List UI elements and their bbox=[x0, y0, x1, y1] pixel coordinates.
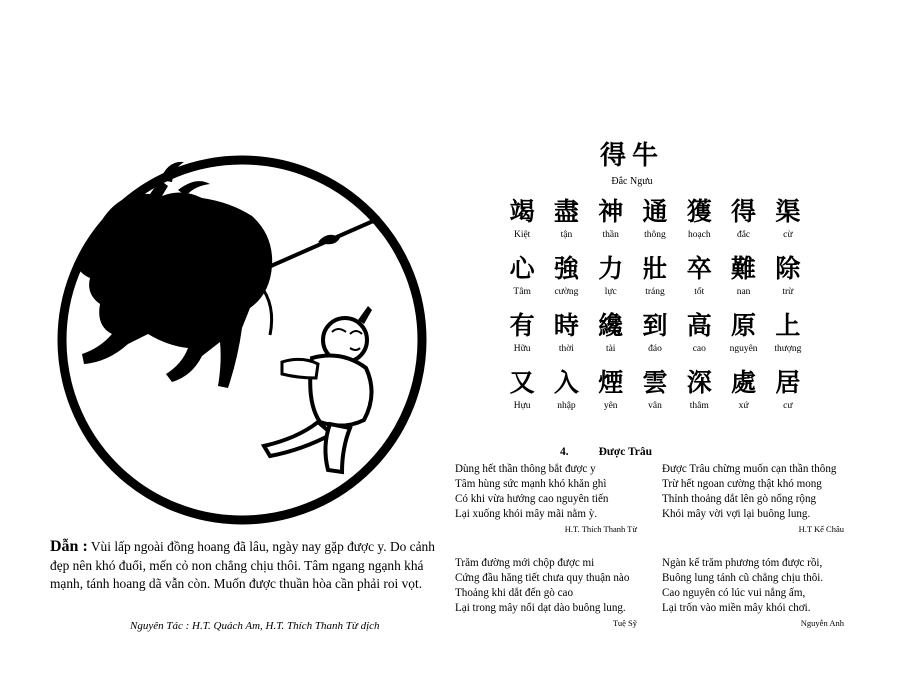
verse-translation-1 bbox=[455, 462, 655, 536]
poem-title-vn: Đắc Ngưu bbox=[611, 176, 653, 187]
reading: vân bbox=[648, 401, 662, 411]
verse-author: H.T. Thích Thanh Từ bbox=[564, 524, 637, 534]
reading: tráng bbox=[645, 287, 665, 297]
reading: thông bbox=[644, 230, 666, 240]
cjk-char: 通 bbox=[642, 197, 668, 226]
reading: Tâm bbox=[513, 287, 531, 297]
reading: tốt bbox=[694, 287, 705, 297]
verse-translation-3 bbox=[455, 556, 655, 630]
cjk-char: 原 bbox=[731, 311, 757, 340]
section-heading bbox=[560, 446, 652, 458]
reading: tài bbox=[605, 344, 616, 354]
reading: thâm bbox=[689, 401, 709, 411]
cjk-char: 卒 bbox=[686, 254, 712, 283]
cjk-char: 高 bbox=[686, 311, 712, 340]
reading: cao bbox=[692, 344, 706, 354]
verse-line: Khói mây vời vợi lại buông lung. bbox=[662, 508, 811, 520]
cjk-char: 得 bbox=[731, 197, 757, 226]
verse-line: Lại trốn vào miền mây khói chơi. bbox=[662, 602, 811, 614]
verse-line: Cao nguyên có lúc vui nắng ấm, bbox=[662, 587, 806, 599]
rope bbox=[255, 218, 380, 273]
reading: tận bbox=[560, 230, 573, 240]
reading: đáo bbox=[648, 344, 662, 354]
verse-line: Trừ hết ngoan cường thật khó mong bbox=[662, 478, 822, 490]
verse-translation-2 bbox=[662, 462, 862, 536]
reading: cường bbox=[554, 287, 579, 297]
poem-row-1 bbox=[500, 196, 810, 242]
cjk-char: 神 bbox=[598, 197, 624, 226]
cjk-char: 壯 bbox=[642, 254, 668, 283]
cjk-char: 盡 bbox=[553, 197, 579, 226]
verse-line: Thoảng khi dắt đến gò cao bbox=[455, 587, 573, 599]
verse-line: Được Trâu chừng muốn cạn thần thông bbox=[662, 463, 837, 475]
reading: thời bbox=[558, 344, 574, 354]
reading: thượng bbox=[774, 344, 802, 354]
reading: Hựu bbox=[513, 401, 531, 411]
verse-line: Ngàn kế trăm phương tóm được rồi, bbox=[662, 557, 823, 569]
verse-line: Dùng hết thần thông bắt được y bbox=[455, 463, 596, 475]
cjk-char: 處 bbox=[731, 368, 757, 397]
cjk-char: 除 bbox=[775, 254, 801, 283]
herder-figure bbox=[264, 306, 372, 472]
poem-row-3 bbox=[500, 310, 810, 356]
rope-knot bbox=[318, 235, 340, 244]
poem-row-2 bbox=[500, 253, 810, 299]
intro-paragraph bbox=[50, 538, 445, 594]
verse-author: Nguyễn Anh bbox=[800, 618, 844, 628]
verse-translation-4 bbox=[662, 556, 862, 630]
cjk-char: 難 bbox=[731, 254, 757, 283]
cjk-char: 獲 bbox=[686, 197, 712, 226]
reading: lực bbox=[604, 287, 617, 297]
intro-credit: Nguyên Tác : H.T. Quách Am, H.T. Thích Thanh Từ dịch bbox=[130, 620, 380, 632]
ox-herding-illustration bbox=[50, 150, 442, 530]
verse-author: Tuệ Sỹ bbox=[612, 618, 637, 628]
verse-line: Buông lung tánh cũ chẳng chịu thôi. bbox=[662, 572, 824, 584]
intro-lead: Dẫn : bbox=[50, 538, 88, 555]
cjk-char: 居 bbox=[775, 368, 801, 397]
section-title: Được Trâu bbox=[598, 446, 653, 458]
cjk-char: 心 bbox=[509, 254, 535, 283]
reading: xứ bbox=[738, 401, 749, 411]
cjk-char: 竭 bbox=[509, 197, 535, 226]
intro-text: Vùi lấp ngoài đồng hoang đã lâu, ngày nay gặp được y. Do cảnh đẹp nên khó đuổi, mến cỏ non chẳng chịu thôi. Tâm ngang ngạnh khá mạnh, tánh hoang dã vẫn còn. Muốn được thuần hòa cần phải roi vọt. bbox=[50, 539, 435, 591]
reading: cư bbox=[783, 401, 793, 411]
cjk-char: 煙 bbox=[598, 368, 624, 397]
reading: Hữu bbox=[513, 344, 531, 354]
cjk-char: 深 bbox=[686, 368, 712, 397]
verse-line: Lại xuống khói mây mãi nằm ỳ. bbox=[455, 508, 598, 520]
reading: thần bbox=[602, 230, 619, 240]
ox-silhouette bbox=[76, 180, 272, 388]
cjk-char: 時 bbox=[553, 311, 579, 340]
reading: hoạch bbox=[687, 230, 711, 240]
verse-line: Cứng đầu hăng tiết chưa quy thuận nào bbox=[455, 572, 630, 584]
verse-line: Thỉnh thoảng dắt lên gò nổng rộng bbox=[662, 493, 817, 505]
cjk-char: 強 bbox=[553, 254, 579, 283]
verse-line: Trăm đường mới chộp được mi bbox=[455, 557, 595, 569]
cjk-char: 入 bbox=[553, 368, 579, 397]
verse-line: Tâm hùng sức mạnh khó khăn ghì bbox=[455, 478, 607, 490]
reading: yên bbox=[603, 401, 618, 411]
verse-line: Lại trong mây nổi dạt dào buông lung. bbox=[455, 602, 626, 614]
reading: nan bbox=[736, 287, 751, 297]
reading: đắc bbox=[736, 230, 751, 240]
cjk-char: 纔 bbox=[598, 311, 624, 340]
cjk-char: 上 bbox=[775, 311, 801, 340]
cjk-char: 力 bbox=[598, 254, 624, 283]
cjk-char: 到 bbox=[642, 311, 668, 340]
verse-author: H.T Kế Châu bbox=[798, 524, 844, 534]
reading: nguyên bbox=[729, 344, 758, 354]
section-number: 4. bbox=[560, 446, 569, 458]
cjk-char: 渠 bbox=[775, 197, 801, 226]
poem-row-4 bbox=[500, 367, 810, 413]
cjk-char: 有 bbox=[509, 311, 535, 340]
reading: cừ bbox=[783, 230, 793, 240]
reading: trừ bbox=[782, 287, 794, 297]
poem-title-cjk: 得牛 bbox=[599, 141, 664, 171]
reading: Kiệt bbox=[513, 230, 531, 240]
cjk-char: 又 bbox=[509, 368, 535, 397]
cjk-char: 雲 bbox=[642, 368, 668, 397]
reading: nhập bbox=[557, 401, 576, 411]
verse-line: Có khi vừa hướng cao nguyên tiến bbox=[455, 493, 609, 505]
